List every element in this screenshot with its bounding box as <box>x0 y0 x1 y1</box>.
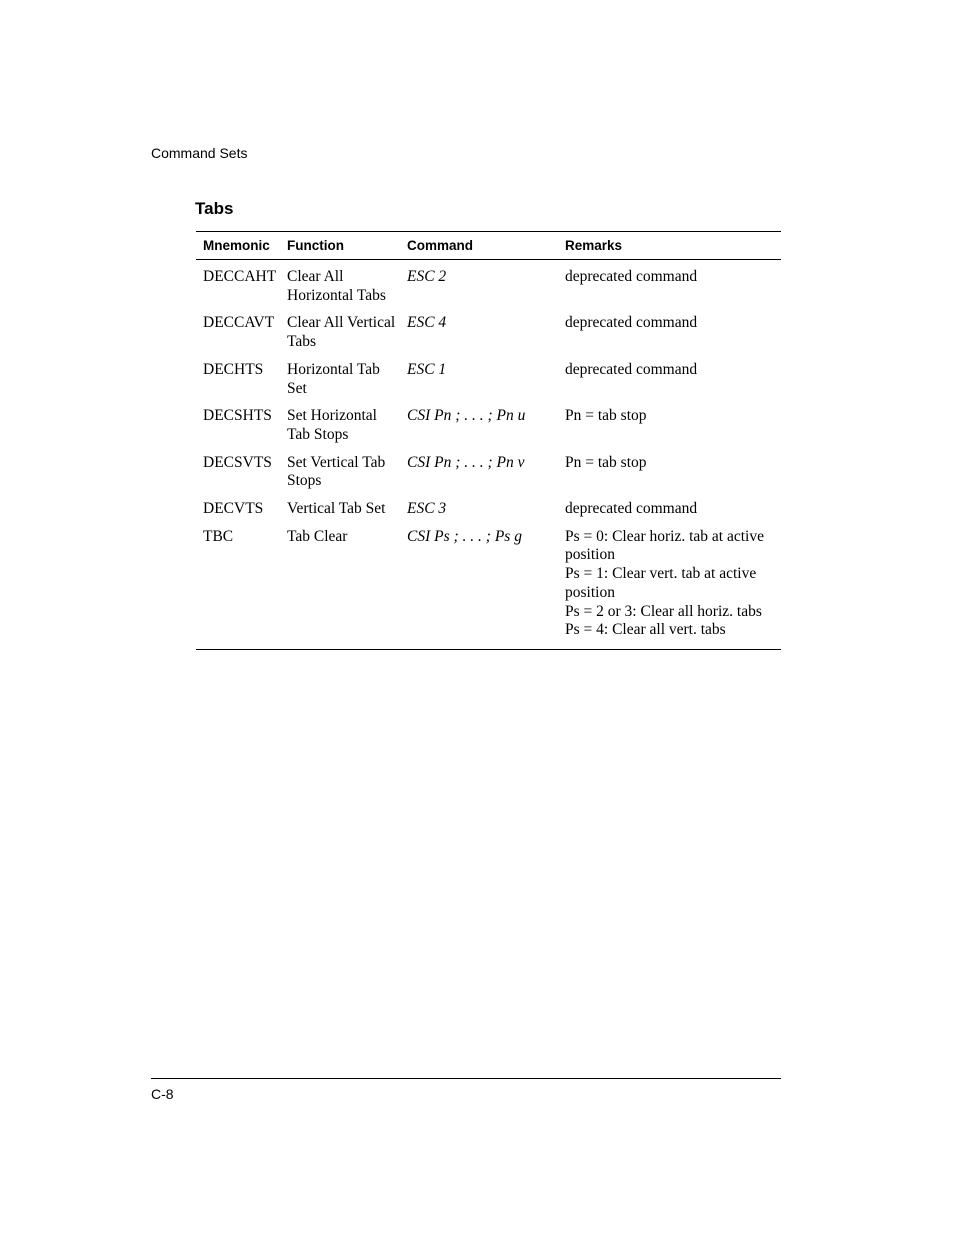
cell-function: Clear All Vertical Tabs <box>287 314 396 351</box>
page-number: C-8 <box>151 1086 174 1102</box>
cell-mnemonic: DECCAVT <box>203 314 275 332</box>
cell-command: ESC 4 <box>407 314 447 332</box>
cell-mnemonic: DECSHTS <box>203 407 272 425</box>
remark-line: Ps = 2 or 3: Clear all horiz. tabs <box>565 602 762 620</box>
table-row <box>196 268 781 305</box>
table-row <box>196 361 781 398</box>
remark-line: deprecated command <box>565 314 698 332</box>
cell-command: ESC 2 <box>407 268 447 285</box>
section-title: Tabs <box>195 199 234 218</box>
cell-mnemonic: DECCAHT <box>203 268 277 285</box>
table-body <box>196 260 781 649</box>
column-header-function: Function <box>287 238 344 253</box>
cell-command: ESC 3 <box>407 500 447 518</box>
cell-remarks <box>558 454 781 491</box>
remark-line: Ps = 1: Clear vert. tab at active position <box>565 565 757 601</box>
cell-remarks <box>558 361 781 398</box>
cell-function: Set Horizontal Tab Stops <box>287 407 377 443</box>
cell-command: ESC 1 <box>407 360 447 378</box>
cell-mnemonic: DECVTS <box>203 500 264 518</box>
remark-line: Ps = 0: Clear horiz. tab at active position <box>565 527 764 564</box>
remark-line: deprecated command <box>565 500 698 518</box>
cell-command: CSI Ps ; . . . ; Ps g <box>407 527 522 545</box>
cell-remarks <box>558 268 781 305</box>
table-row <box>196 454 781 491</box>
cell-mnemonic: DECSVTS <box>203 453 272 471</box>
table-row <box>196 407 781 444</box>
cell-function: Clear All Horizontal Tabs <box>287 268 386 304</box>
cell-mnemonic: TBC <box>203 527 234 545</box>
table-header-row <box>196 232 781 260</box>
cell-function: Horizontal Tab Set <box>287 360 380 397</box>
column-header-remarks: Remarks <box>565 238 623 253</box>
remark-line: deprecated command <box>565 360 698 378</box>
cell-remarks <box>558 500 781 519</box>
cell-function: Vertical Tab Set <box>287 500 386 518</box>
cell-command: CSI Pn ; . . . ; Pn u <box>407 407 526 425</box>
cell-mnemonic: DECHTS <box>203 360 264 378</box>
cell-remarks <box>558 407 781 444</box>
remark-line: Pn = tab stop <box>565 453 647 471</box>
cell-function: Set Vertical Tab Stops <box>287 453 386 490</box>
table-row <box>196 314 781 351</box>
running-head: Command Sets <box>151 145 248 161</box>
table-row <box>196 500 781 519</box>
remark-line: deprecated command <box>565 268 698 285</box>
remark-line: Ps = 4: Clear all vert. tabs <box>565 621 726 639</box>
tabs-table <box>196 231 781 650</box>
column-header-mnemonic: Mnemonic <box>203 238 270 253</box>
remark-line: Pn = tab stop <box>565 407 647 425</box>
table-row <box>196 528 781 640</box>
footer-rule <box>151 1078 781 1079</box>
cell-remarks <box>558 528 781 640</box>
cell-function: Tab Clear <box>287 527 348 545</box>
cell-remarks <box>558 314 781 351</box>
column-header-command: Command <box>407 238 474 253</box>
cell-command: CSI Pn ; . . . ; Pn v <box>407 453 525 471</box>
